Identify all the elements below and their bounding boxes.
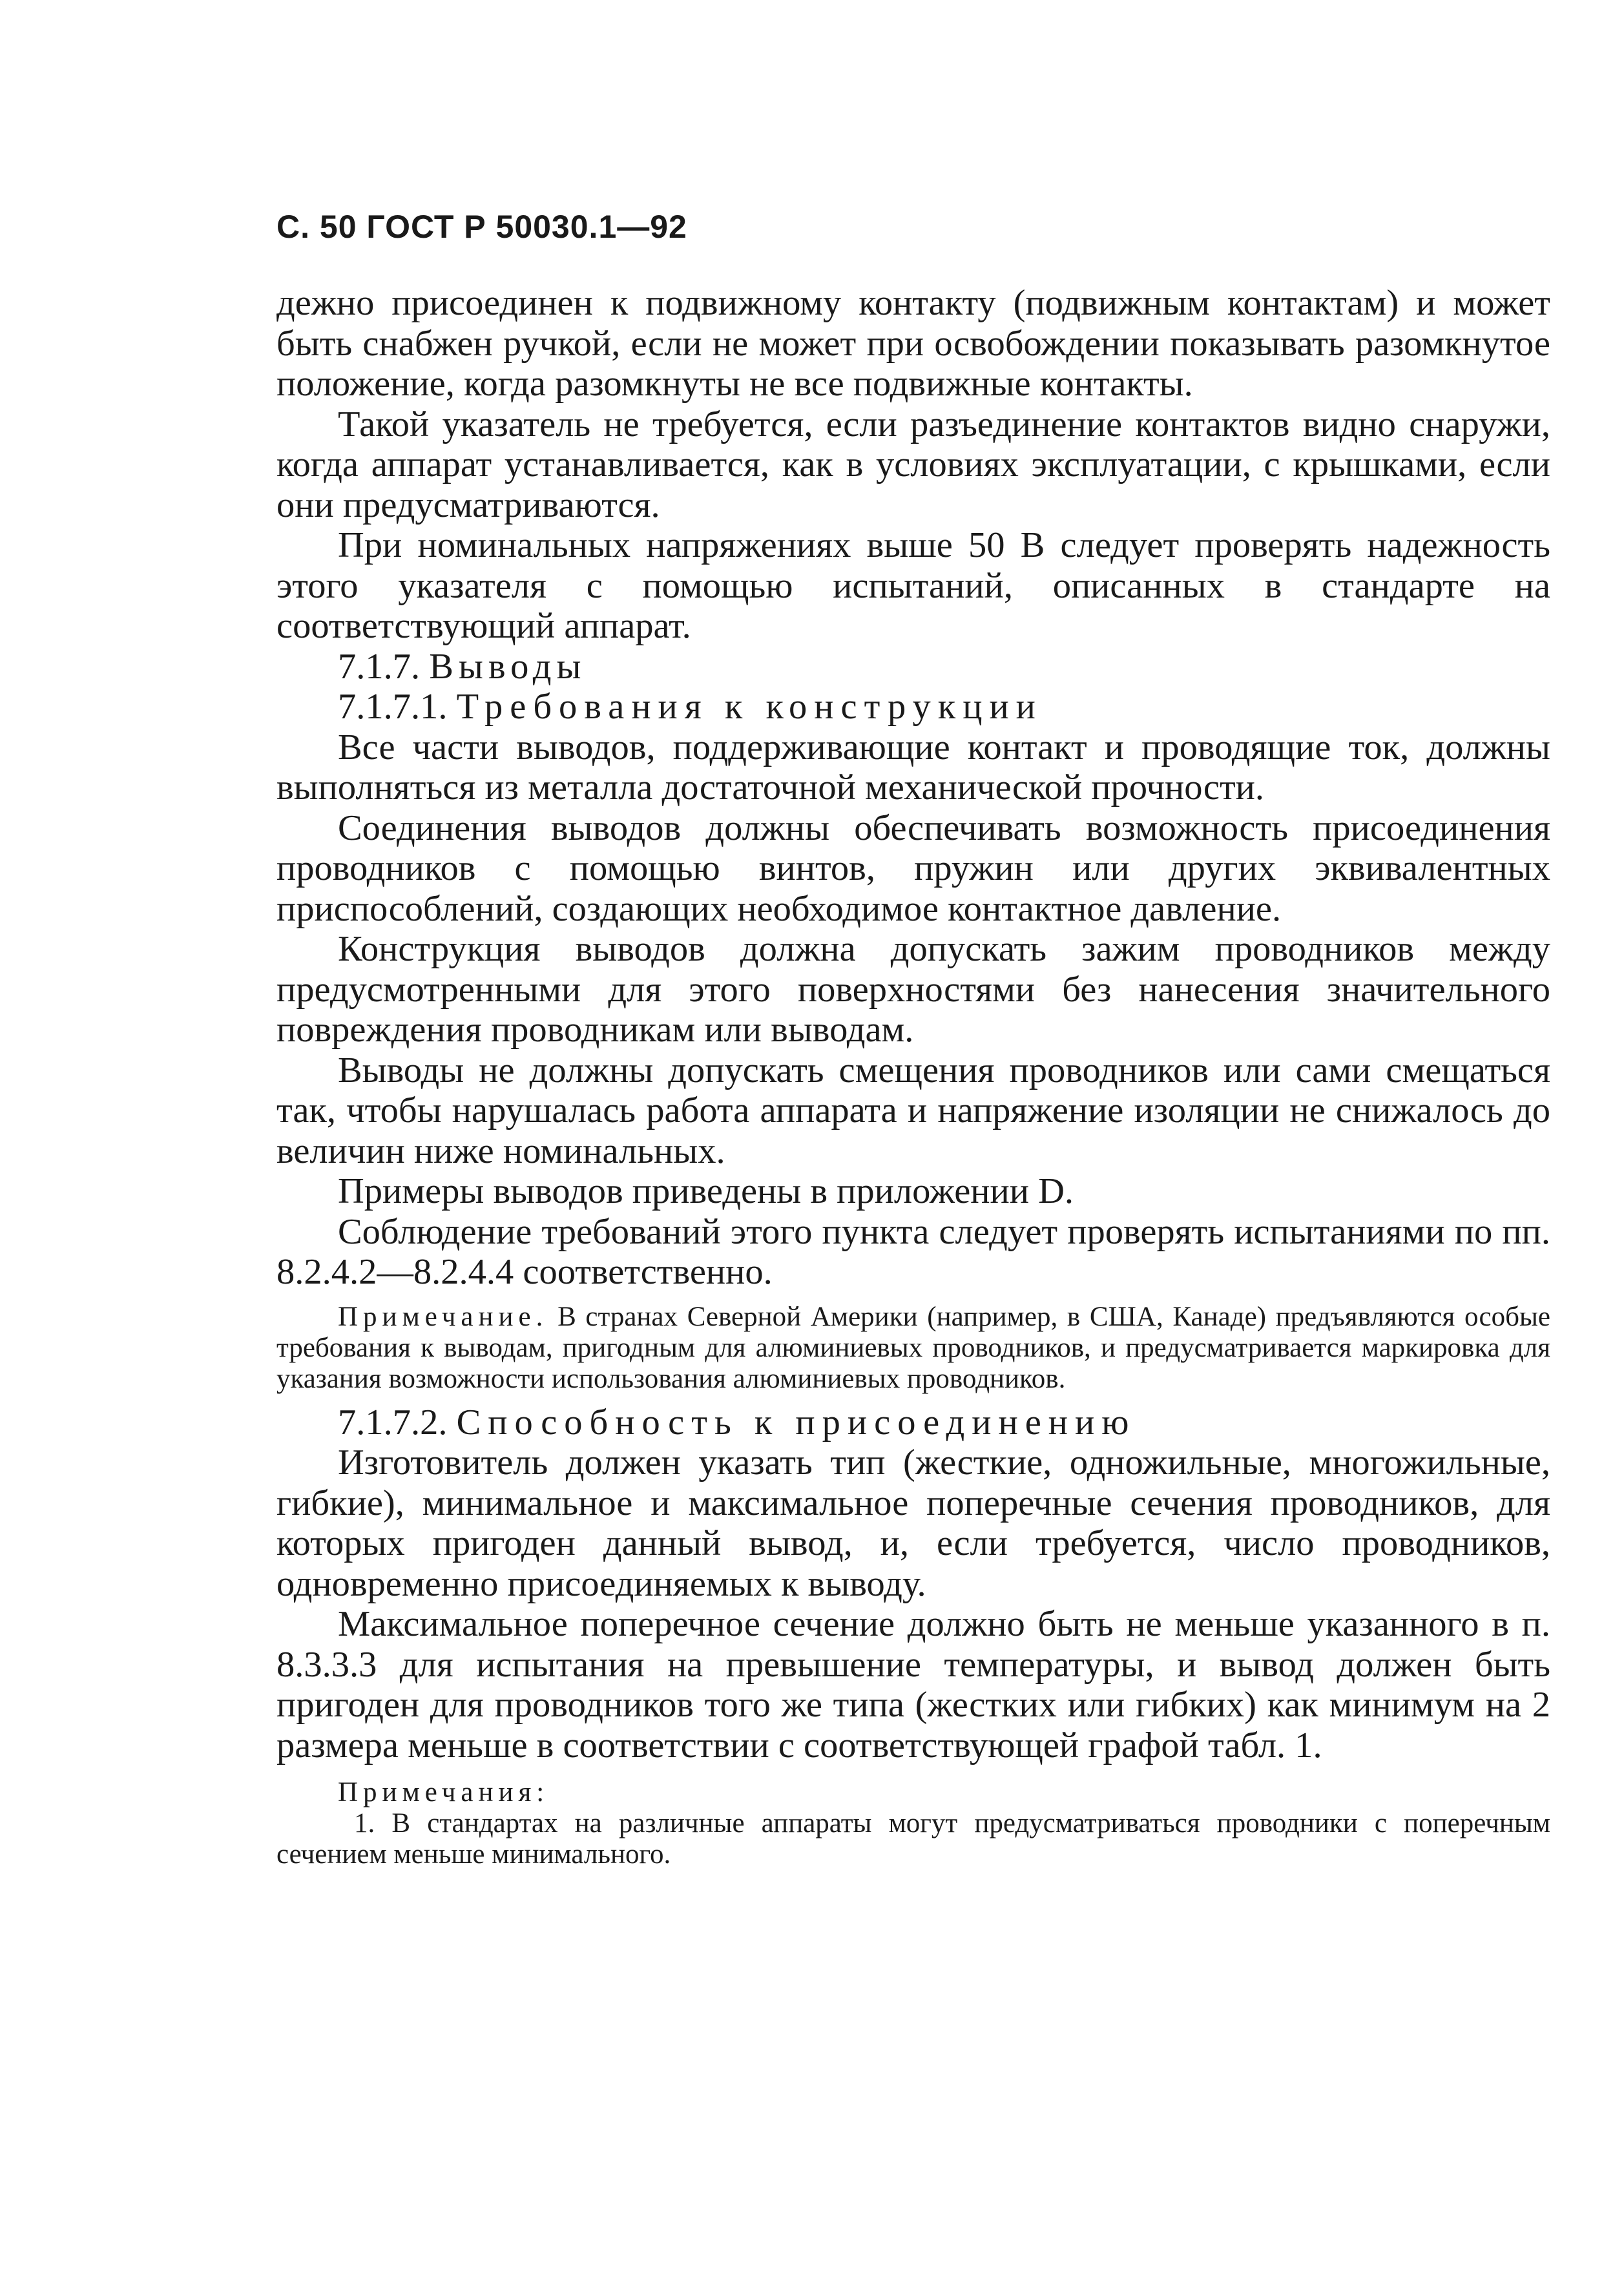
note-text: В странах Северной Америки (например, в США, Канаде) предъявляются особые требования к выводам, пригодным для алюминиевых проводников, и предусматривается маркировка для указания возможности использования алюминиевых проводников. bbox=[276, 1301, 1550, 1394]
section-number: 7.1.7.1. bbox=[338, 687, 448, 727]
section-heading-7-1-7-1 bbox=[276, 687, 1550, 727]
document-body bbox=[276, 283, 1550, 1870]
section-heading-7-1-7-2 bbox=[276, 1402, 1550, 1443]
section-heading-7-1-7 bbox=[276, 647, 1550, 687]
notes-heading: Примечания: bbox=[338, 1777, 550, 1807]
paragraph-10: Изготовитель должен указать тип (жесткие, одножильные, многожильные, гибкие), минимальное и максимальное поперечные сечения проводников, для которых пригоден данный вывод, и, если требуется, число проводников, одновременно присоединяемых к выводу. bbox=[276, 1443, 1550, 1604]
section-title: Способность к присоединению bbox=[456, 1402, 1136, 1443]
paragraph-3: При номинальных напряжениях выше 50 В следует проверять надежность этого указателя с помощью испытаний, описанных в стандарте на соответствующий аппарат. bbox=[276, 525, 1550, 646]
paragraph-11: Максимальное поперечное сечение должно быть не меньше указанного в п. 8.3.3.3 для испытания на превышение температуры, и вывод должен быть пригоден для проводников того же типа (жестких или гибких) как минимум на 2 размера меньше в соответствии с соответствующей графой табл. 1. bbox=[276, 1604, 1550, 1765]
paragraph-2: Такой указатель не требуется, если разъединение контактов видно снаружи, когда аппарат устанавливается, как в условиях эксплуатации, с крышками, если они предусматриваются. bbox=[276, 404, 1550, 525]
paragraph-1: дежно присоединен к подвижному контакту (подвижным контактам) и может быть снабжен ручкой, если не может при освобождении показывать разомкнутое положение, когда разомкнуты не все подвижные контакты. bbox=[276, 283, 1550, 404]
page-header: С. 50 ГОСТ Р 50030.1—92 bbox=[276, 209, 687, 245]
section-title: Требования к конструкции bbox=[456, 687, 1043, 727]
paragraph-8: Примеры выводов приведены в приложении D. bbox=[338, 1171, 1074, 1211]
note-item-1: 1. В стандартах на различные аппараты могут предусматриваться проводники с поперечным сечением меньше минимального. bbox=[276, 1808, 1550, 1870]
section-title: Выводы bbox=[429, 646, 587, 687]
paragraph-5: Соединения выводов должны обеспечивать возможность присоединения проводников с помощью винтов, пружин или других эквивалентных приспособлений, создающих необходимое контактное давление. bbox=[276, 807, 1550, 929]
note-label: Примечание. bbox=[338, 1301, 548, 1332]
section-number: 7.1.7.2. bbox=[338, 1402, 448, 1443]
paragraph-4: Все части выводов, поддерживающие контакт и проводящие ток, должны выполняться из металла достаточной механической прочности. bbox=[276, 727, 1550, 807]
paragraph-9: Соблюдение требований этого пункта следует проверять испытаниями по пп. 8.2.4.2—8.2.4.4 соответственно. bbox=[276, 1211, 1550, 1292]
paragraph-6: Конструкция выводов должна допускать зажим проводников между предусмотренными для этого поверхностями без нанесения значительного повреждения проводникам или выводам. bbox=[276, 929, 1550, 1050]
note-north-america bbox=[276, 1302, 1550, 1395]
paragraph-7: Выводы не должны допускать смещения проводников или сами смещаться так, чтобы нарушалась работа аппарата и напряжение изоляции не снижалось до величин ниже номинальных. bbox=[276, 1050, 1550, 1171]
section-number: 7.1.7. bbox=[338, 646, 421, 687]
